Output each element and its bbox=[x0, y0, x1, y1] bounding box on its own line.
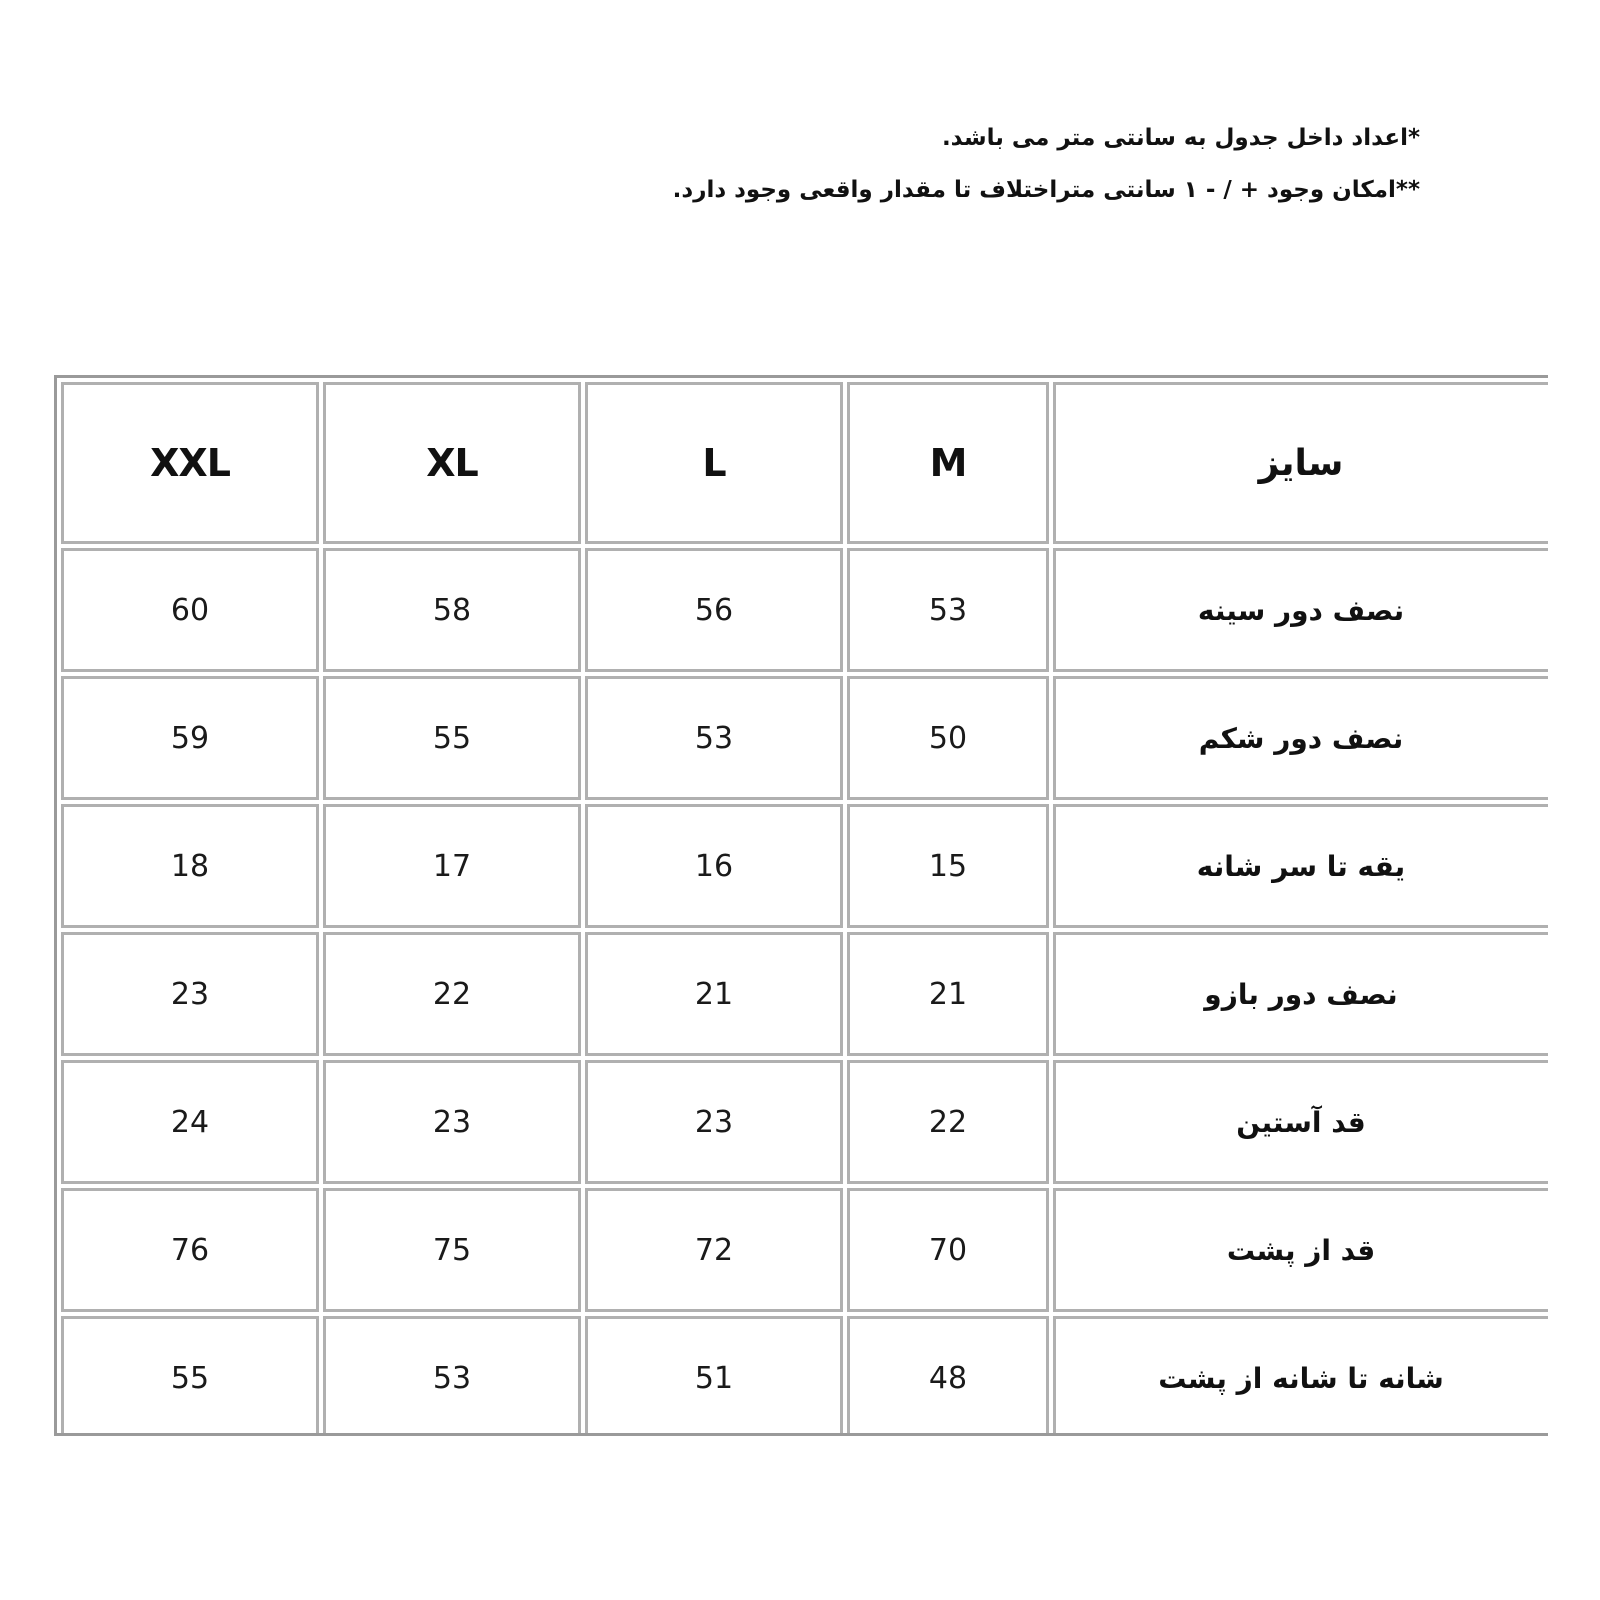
label-cell bbox=[1053, 804, 1548, 928]
value-cell-m bbox=[847, 804, 1049, 928]
size-label-xxl: XXL bbox=[150, 441, 230, 485]
label-cell bbox=[1053, 548, 1548, 672]
size-label-m: M bbox=[929, 441, 967, 485]
measurement-value: 48 bbox=[928, 1360, 968, 1396]
measurement-value: 23 bbox=[432, 1104, 472, 1140]
value-cell-xxl bbox=[61, 548, 319, 672]
measurement-label: نصف دور شکم bbox=[1198, 721, 1404, 755]
value-cell-xl bbox=[323, 676, 581, 800]
measurement-value: 51 bbox=[694, 1360, 734, 1396]
measurement-label: شانه تا شانه از پشت bbox=[1158, 1361, 1444, 1395]
value-cell-l bbox=[585, 676, 843, 800]
measurement-value: 21 bbox=[928, 976, 968, 1012]
value-cell-xl bbox=[323, 548, 581, 672]
header-cell-size bbox=[1053, 382, 1548, 544]
header-cell-xxl bbox=[61, 382, 319, 544]
measurement-value: 70 bbox=[928, 1232, 968, 1268]
value-cell-l bbox=[585, 1316, 843, 1436]
value-cell-m bbox=[847, 1060, 1049, 1184]
measurement-value: 56 bbox=[694, 592, 734, 628]
measurement-label: قد از پشت bbox=[1226, 1233, 1376, 1267]
value-cell-m bbox=[847, 1316, 1049, 1436]
size-label-l: L bbox=[702, 441, 726, 485]
value-cell-l bbox=[585, 548, 843, 672]
table-row bbox=[61, 804, 1548, 928]
size-label-xl: XL bbox=[426, 441, 478, 485]
value-cell-xxl bbox=[61, 804, 319, 928]
header-cell-m bbox=[847, 382, 1049, 544]
measurement-value: 15 bbox=[928, 848, 968, 884]
table-row bbox=[61, 548, 1548, 672]
value-cell-xl bbox=[323, 1316, 581, 1436]
notes bbox=[660, 112, 1420, 216]
label-cell bbox=[1053, 932, 1548, 1056]
measurement-value: 22 bbox=[432, 976, 472, 1012]
measurement-value: 23 bbox=[694, 1104, 734, 1140]
value-cell-xxl bbox=[61, 1188, 319, 1312]
header-cell-l bbox=[585, 382, 843, 544]
size-table bbox=[57, 378, 1548, 1436]
measurement-value: 50 bbox=[928, 720, 968, 756]
measurement-value: 16 bbox=[694, 848, 734, 884]
note-unit-cm: *اعداد داخل جدول به سانتی متر می باشد. bbox=[941, 125, 1420, 151]
label-cell bbox=[1053, 1060, 1548, 1184]
label-cell bbox=[1053, 676, 1548, 800]
value-cell-xl bbox=[323, 804, 581, 928]
value-cell-l bbox=[585, 1060, 843, 1184]
size-header-label: سایز bbox=[1258, 442, 1344, 484]
measurement-value: 55 bbox=[170, 1360, 210, 1396]
value-cell-xl bbox=[323, 1188, 581, 1312]
measurement-value: 53 bbox=[928, 592, 968, 628]
measurement-label: قد آستین bbox=[1236, 1105, 1366, 1139]
measurement-value: 53 bbox=[694, 720, 734, 756]
table-row bbox=[61, 1188, 1548, 1312]
header-cell-xl bbox=[323, 382, 581, 544]
value-cell-xl bbox=[323, 1060, 581, 1184]
size-chart bbox=[54, 375, 1548, 1436]
value-cell-xl bbox=[323, 932, 581, 1056]
value-cell-m bbox=[847, 548, 1049, 672]
measurement-label: یقه تا سر شانه bbox=[1196, 849, 1406, 883]
measurement-label: نصف دور بازو bbox=[1204, 977, 1398, 1011]
table-row bbox=[61, 676, 1548, 800]
measurement-value: 23 bbox=[170, 976, 210, 1012]
measurement-value: 53 bbox=[432, 1360, 472, 1396]
value-cell-xxl bbox=[61, 932, 319, 1056]
value-cell-m bbox=[847, 932, 1049, 1056]
value-cell-m bbox=[847, 1188, 1049, 1312]
table-row bbox=[61, 1060, 1548, 1184]
measurement-label: نصف دور سینه bbox=[1197, 593, 1405, 627]
value-cell-xxl bbox=[61, 676, 319, 800]
value-cell-l bbox=[585, 804, 843, 928]
measurement-value: 59 bbox=[170, 720, 210, 756]
measurement-value: 18 bbox=[170, 848, 210, 884]
measurement-value: 17 bbox=[432, 848, 472, 884]
measurement-value: 21 bbox=[694, 976, 734, 1012]
label-cell bbox=[1053, 1188, 1548, 1312]
note-tolerance: **امکان وجود + / - ۱ سانتی متراختلاف تا مقدار واقعی وجود دارد. bbox=[672, 177, 1420, 203]
table-row bbox=[61, 932, 1548, 1056]
value-cell-xxl bbox=[61, 1060, 319, 1184]
measurement-value: 72 bbox=[694, 1232, 734, 1268]
value-cell-xxl bbox=[61, 1316, 319, 1436]
value-cell-m bbox=[847, 676, 1049, 800]
measurement-value: 60 bbox=[170, 592, 210, 628]
value-cell-l bbox=[585, 1188, 843, 1312]
value-cell-l bbox=[585, 932, 843, 1056]
measurement-value: 75 bbox=[432, 1232, 472, 1268]
measurement-value: 22 bbox=[928, 1104, 968, 1140]
measurement-value: 24 bbox=[170, 1104, 210, 1140]
header-row bbox=[61, 382, 1548, 544]
measurement-value: 76 bbox=[170, 1232, 210, 1268]
table-row bbox=[61, 1316, 1548, 1436]
measurement-value: 55 bbox=[432, 720, 472, 756]
label-cell bbox=[1053, 1316, 1548, 1436]
measurement-value: 58 bbox=[432, 592, 472, 628]
